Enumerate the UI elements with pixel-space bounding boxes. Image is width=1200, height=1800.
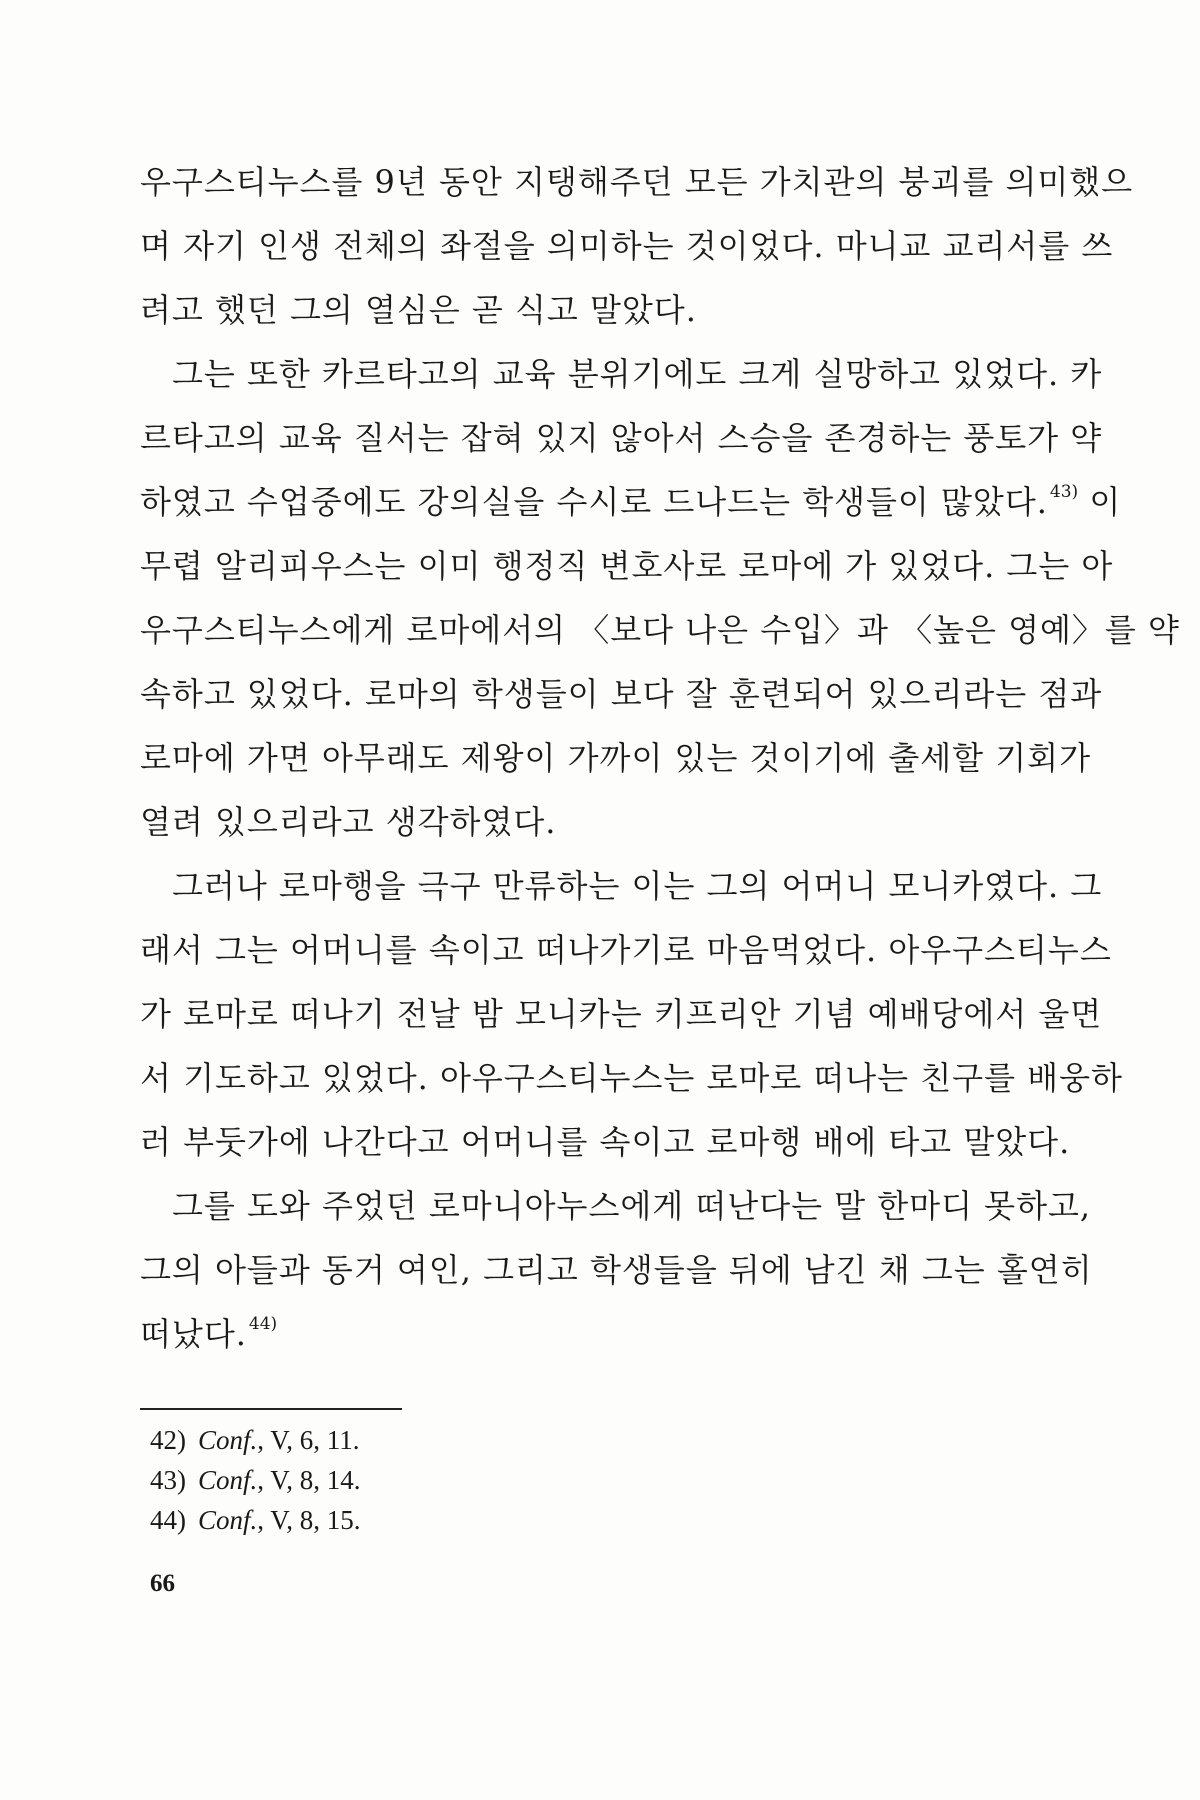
text-line: 르타고의 교육 질서는 잡혀 있지 않아서 스승을 존경하는 풍토가 약 [140,419,1103,457]
footnotes [150,1420,750,1540]
text-line: 우구스티누스에게 로마에서의 〈보다 나은 수입〉과 〈높은 영예〉를 약 [140,611,1180,649]
text-line: 그를 도와 주었던 로마니아누스에게 떠난다는 말 한마디 못하고, [172,1187,1092,1225]
footnote-divider [140,1408,402,1410]
footnote-work-title: Conf. [198,1505,258,1535]
text-line: 그는 또한 카르타고의 교육 분위기에도 크게 실망하고 있었다. 카 [172,355,1103,393]
text-line-with-footnote [140,470,1122,534]
text-segment: 하였고 수업중에도 강의실을 수시로 드나드는 학생들이 많았다. [140,483,1048,521]
footnote-work-title: Conf. [198,1425,258,1455]
footnote-43 [150,1460,750,1500]
body-text [140,150,1180,1366]
text-line: 가 로마로 떠나기 전날 밤 모니카는 키프리안 기념 예배당에서 울면 [140,995,1103,1033]
footnote-42 [150,1420,750,1460]
text-line: 며 자기 인생 전체의 좌절을 의미하는 것이었다. 마니교 교리서를 쓰 [140,227,1114,265]
text-line: 서 기도하고 있었다. 아우구스티누스는 로마로 떠나는 친구를 배웅하 [140,1059,1123,1097]
text-line: 열려 있으리라고 생각하였다. [140,803,557,841]
text-line: 래서 그는 어머니를 속이고 떠나가기로 마음먹었다. 아우구스티누스 [140,931,1112,969]
footnote-marker-43[interactable]: 43) [1049,482,1079,502]
text-segment: 이 [1089,483,1122,521]
text-line: 속하고 있었다. 로마의 학생들이 보다 잘 훈련되어 있으리라는 점과 [140,675,1103,713]
footnote-reference: , V, 8, 14. [257,1465,361,1495]
footnote-number: 44) [150,1505,186,1535]
footnote-marker-44[interactable]: 44) [248,1314,278,1334]
text-line: 러 부둣가에 나간다고 어머니를 속이고 로마행 배에 타고 말았다. [140,1123,1071,1161]
text-line: 려고 했던 그의 열심은 곧 식고 말았다. [140,291,697,329]
page-number: 66 [150,1570,175,1597]
text-line: 무렵 알리피우스는 이미 행정직 변호사로 로마에 가 있었다. 그는 아 [140,547,1114,585]
text-line: 그러나 로마행을 극구 만류하는 이는 그의 어머니 모니카였다. 그 [172,867,1103,905]
footnote-reference: , V, 8, 15. [257,1505,361,1535]
text-line: 로마에 가면 아무래도 제왕이 가까이 있는 것이기에 출세할 기회가 [140,739,1092,777]
footnote-number: 43) [150,1465,186,1495]
footnote-number: 42) [150,1425,186,1455]
text-segment: 떠났다. [140,1315,247,1353]
footnote-work-title: Conf. [198,1465,258,1495]
text-line: 그의 아들과 동거 여인, 그리고 학생들을 뒤에 남긴 채 그는 홀연히 [140,1251,1093,1289]
text-line: 우구스티누스를 9년 동안 지탱해주던 모든 가치관의 붕괴를 의미했으 [140,163,1134,201]
footnote-reference: , V, 6, 11. [257,1425,360,1455]
text-line-with-footnote [140,1302,1062,1366]
footnote-44 [150,1500,750,1540]
